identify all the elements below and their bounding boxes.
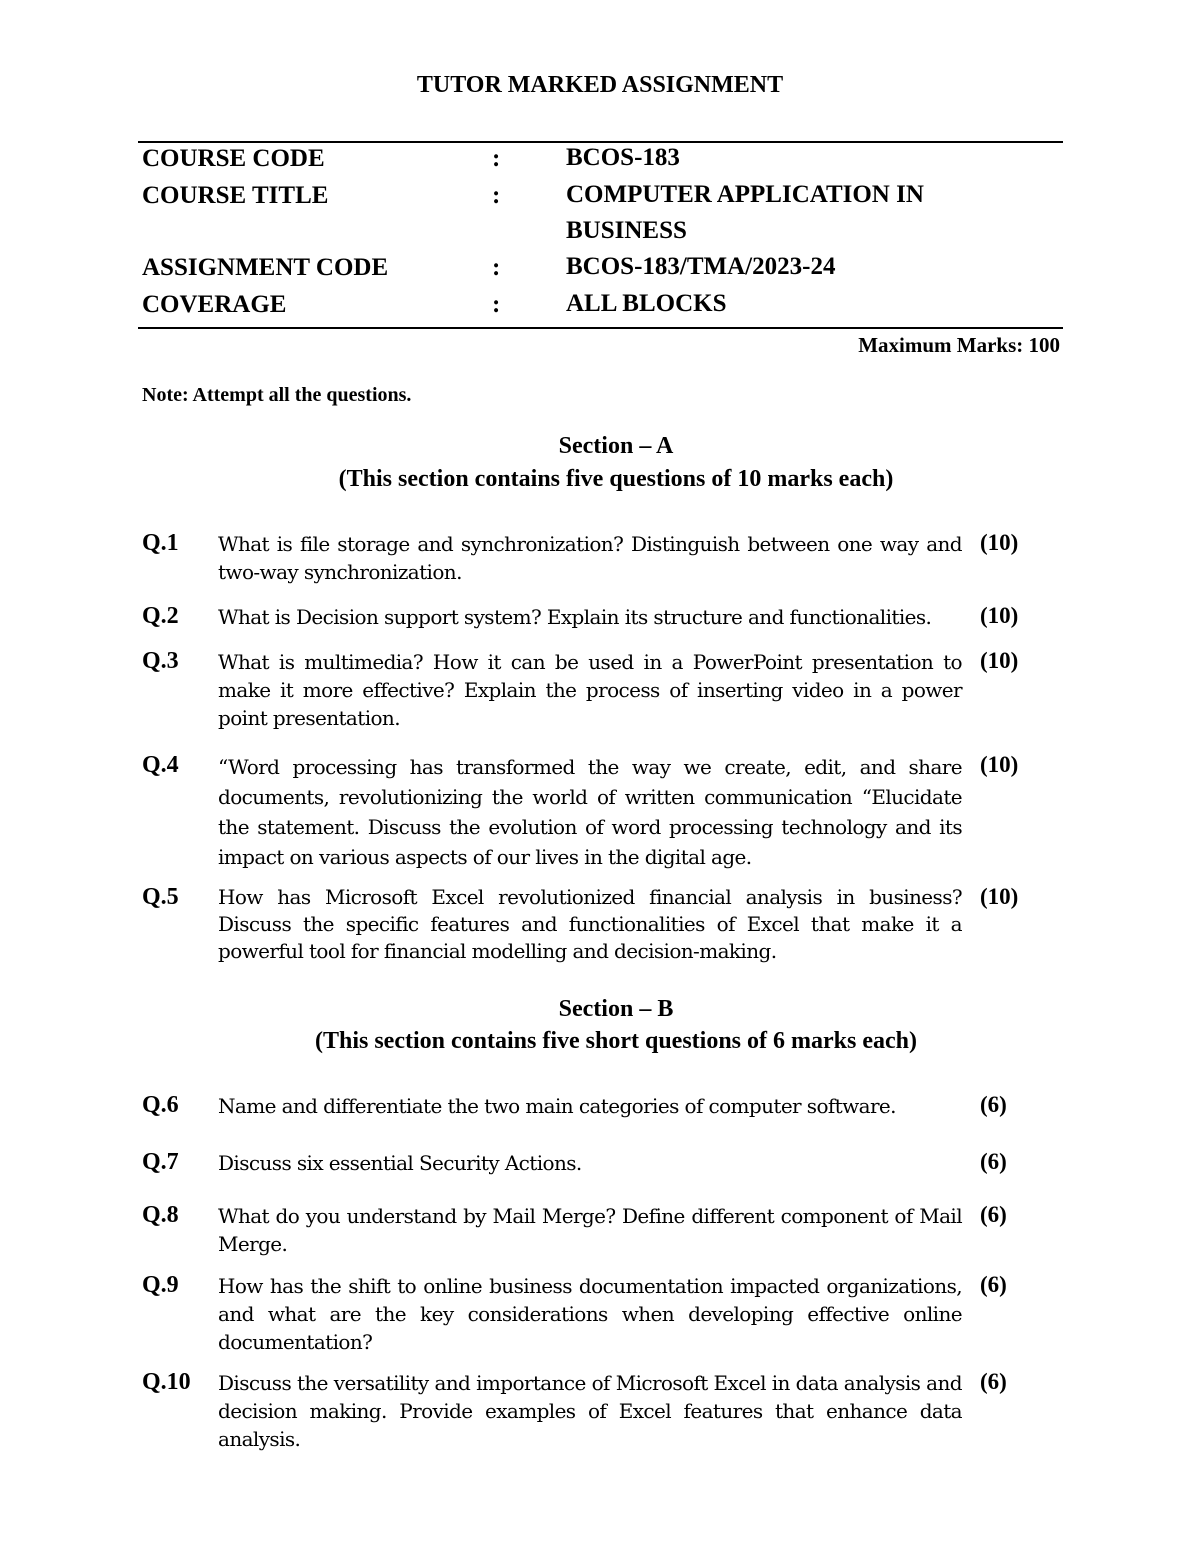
question-marks: (6) xyxy=(980,1149,1007,1174)
maximum-marks: Maximum Marks: 100 xyxy=(858,333,1060,357)
meta-value: BCOS-183/TMA/2023-24 xyxy=(566,253,836,280)
question-number: Q.1 xyxy=(142,530,179,556)
question-text: What do you understand by Mail Merge? Define different component of Mail Merge. xyxy=(218,1204,962,1256)
question-marks: (6) xyxy=(980,1272,1007,1297)
question-text: What is file storage and synchronization? Distinguish between one way and two-way synchronization. xyxy=(218,532,962,584)
question-number: Q.10 xyxy=(142,1369,191,1395)
note-text: Note: Attempt all the questions. xyxy=(142,384,412,406)
question-text: Name and differentiate the two main categories of computer software. xyxy=(218,1094,896,1118)
question-marks: (6) xyxy=(980,1369,1007,1394)
question-marks: (10) xyxy=(980,530,1019,555)
question-marks: (10) xyxy=(980,648,1019,673)
question-text: What is multimedia? How it can be used in a PowerPoint presentation to make it more effective? Explain the process of inserting video in a power point presentation. xyxy=(218,650,962,730)
meta-value: COMPUTER APPLICATION IN BUSINESS xyxy=(566,181,924,244)
meta-value: ALL BLOCKS xyxy=(566,290,727,317)
question-number: Q.8 xyxy=(142,1202,179,1228)
document-title: TUTOR MARKED ASSIGNMENT xyxy=(416,72,784,98)
question-marks: (6) xyxy=(980,1092,1007,1117)
question-number: Q.7 xyxy=(142,1149,179,1175)
question-number: Q.5 xyxy=(142,884,179,910)
question-text: How has Microsoft Excel revolutionized financial analysis in business? Discuss the specific features and functionalities of Excel that make it a powerful tool for financial modelling and decision-making. xyxy=(218,885,962,963)
question-text: Discuss six essential Security Actions. xyxy=(218,1151,582,1175)
meta-label: COURSE CODE xyxy=(142,145,325,172)
question-number: Q.9 xyxy=(142,1272,179,1298)
question-text: “Word processing has transformed the way we create, edit, and share documents, revolutionizing the world of written communication “Elucidate the statement. Discuss the evolution of word processing technology and its impact on various aspects of our lives in the digital age. xyxy=(218,755,962,869)
question-text: Discuss the versatility and importance of Microsoft Excel in data analysis and decision making. Provide examples of Excel features that enhance data analysis. xyxy=(218,1371,962,1451)
meta-label: ASSIGNMENT CODE xyxy=(142,254,389,281)
question-number: Q.3 xyxy=(142,648,179,674)
meta-colon: : xyxy=(492,291,501,318)
question-number: Q.6 xyxy=(142,1092,179,1118)
question-marks: (10) xyxy=(980,752,1019,777)
question-marks: (10) xyxy=(980,884,1019,909)
meta-label: COVERAGE xyxy=(142,291,287,318)
question-marks: (10) xyxy=(980,603,1019,628)
meta-colon: : xyxy=(492,254,501,281)
bottom-rule xyxy=(138,327,1063,329)
meta-label: COURSE TITLE xyxy=(142,182,329,209)
section-b-heading: Section – B xyxy=(558,996,674,1022)
meta-colon: : xyxy=(492,145,501,172)
meta-value: BCOS-183 xyxy=(566,144,680,171)
section-b-subheading: (This section contains five short questions of 6 marks each) xyxy=(314,1028,917,1054)
question-number: Q.2 xyxy=(142,603,179,629)
section-a-subheading: (This section contains five questions of 10 marks each) xyxy=(338,466,894,492)
question-text: What is Decision support system? Explain its structure and functionalities. xyxy=(218,605,932,629)
meta-colon: : xyxy=(492,182,501,209)
question-number: Q.4 xyxy=(142,752,179,778)
question-text: How has the shift to online business documentation impacted organizations, and what are the key considerations when developing effective online documentation? xyxy=(218,1274,962,1354)
section-a-heading: Section – A xyxy=(558,433,674,459)
question-marks: (6) xyxy=(980,1202,1007,1227)
